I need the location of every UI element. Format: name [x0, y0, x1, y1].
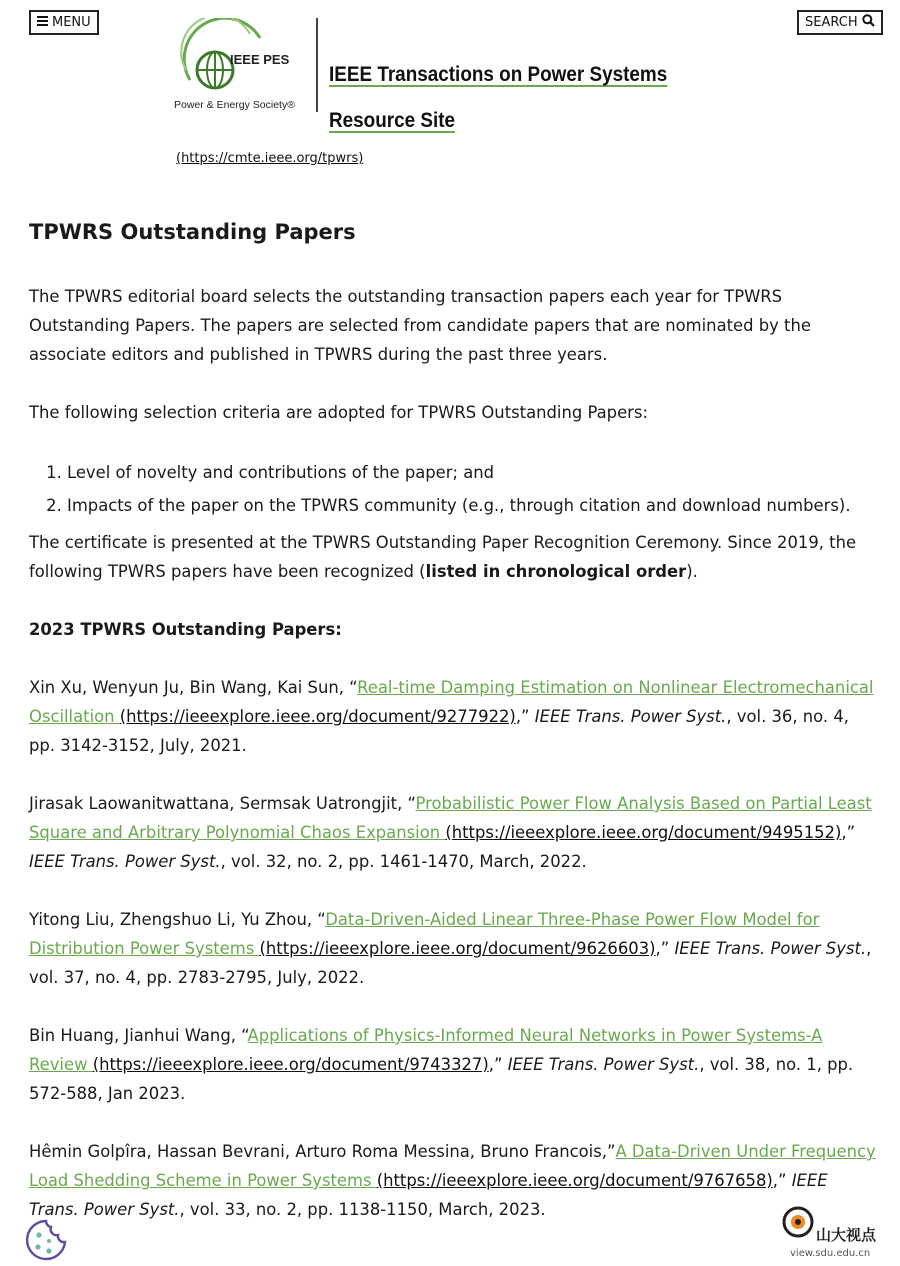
paper-entry: Hêmin Golpîra, Hassan Bevrani, Arturo Roma Messina, Bruno Francois,”A Data-Driven Under Frequency Load Shedding Scheme in Power Systems (https://ieeexplore.ieee.org/document/9767658),” IEEE Trans. Power Syst., vol. 33, no. 2, pp. 1138-1150, March, 2023. [29, 1142, 876, 1219]
paper-title-link[interactable]: Data-Driven-Aided Linear Three-Phase Power Flow Model for Distribution Power Systems [29, 910, 820, 958]
cookie-settings-button[interactable] [24, 1218, 68, 1262]
intro-paragraph: The TPWRS editorial board selects the outstanding transaction papers each year for TPWRS Outstanding Papers. The papers are selected from candidate papers that are nominated by the associate editors and published in TPWRS during the past three years. [29, 287, 811, 364]
search-label: SEARCH [805, 14, 858, 30]
paper-url-link[interactable]: (https://ieeexplore.ieee.org/document/9495152) [445, 823, 842, 842]
paper-title-link[interactable]: Real-time Damping Estimation on Nonlinear Electromechanical Oscillation [29, 678, 874, 726]
menu-label: MENU [52, 14, 91, 30]
article-content [29, 215, 879, 1253]
criteria-intro: The following selection criteria are adopted for TPWRS Outstanding Papers: [29, 403, 648, 422]
site-url-link[interactable]: (https://cmte.ieee.org/tpwrs) [176, 151, 364, 166]
paper-entry: Bin Huang, Jianhui Wang, “Applications of Physics-Informed Neural Networks in Power Systems-A Review (https://ieeexplore.ieee.org/document/9743327),” IEEE Trans. Power Syst., vol. 38, no. 1, pp. 572-588, Jan 2023. [29, 1026, 854, 1103]
paper-url-link[interactable]: (https://ieeexplore.ieee.org/document/9743327) [92, 1055, 489, 1074]
paper-entry: Yitong Liu, Zhengshuo Li, Yu Zhou, “Data-Driven-Aided Linear Three-Phase Power Flow Model for Distribution Power Systems (https://ieeexplore.ieee.org/document/9626603),” IEEE Trans. Power Syst., vol. 37, no. 4, pp. 2783-2795, July, 2022. [29, 910, 872, 987]
watermark-logo [778, 1198, 898, 1260]
search-icon [862, 14, 875, 32]
header-divider [316, 18, 318, 112]
hamburger-icon [37, 15, 48, 31]
cookie-icon [24, 1218, 68, 1262]
paper-title-link[interactable]: Probabilistic Power Flow Analysis Based on Partial Least Square and Arbitrary Polynomial Chaos Expansion [29, 794, 872, 842]
svg-text:view.sdu.edu.cn: view.sdu.edu.cn [790, 1248, 871, 1259]
section-heading: 2023 TPWRS Outstanding Papers: [29, 620, 342, 639]
svg-text:IEEE PES: IEEE PES [230, 52, 290, 67]
search-button[interactable] [797, 10, 883, 35]
ieee-pes-logo[interactable] [170, 18, 305, 116]
paper-title-link[interactable]: Applications of Physics-Informed Neural Networks in Power Systems-A Review [29, 1026, 823, 1074]
paper-title-link[interactable]: A Data-Driven Under Frequency Load Shedding Scheme in Power Systems [29, 1142, 876, 1190]
svg-text:Power & Energy Society®: Power & Energy Society® [174, 99, 295, 111]
criteria-list [29, 456, 879, 522]
list-item: 2. Impacts of the paper on the TPWRS community (e.g., through citation and download numbers). [67, 489, 879, 522]
page-title: TPWRS Outstanding Papers [29, 220, 356, 244]
paper-entry: Jirasak Laowanitwattana, Sermsak Uatrongjit, “Probabilistic Power Flow Analysis Based on Partial Least Square and Arbitrary Polynomial Chaos Expansion (https://ieeexplore.ieee.org/document/9495152),” IEEE Trans. Power Syst., vol. 32, no. 2, pp. 1461-1470, March, 2022. [29, 794, 872, 871]
site-title-link[interactable]: IEEE Transactions on Power Systems Resource Site [329, 63, 668, 132]
paper-url-link[interactable]: (https://ieeexplore.ieee.org/document/9277922) [119, 707, 516, 726]
list-item: 1. Level of novelty and contributions of the paper; and [67, 456, 879, 489]
chronological-note: listed in chronological order [425, 562, 687, 581]
menu-button[interactable] [29, 10, 99, 35]
paper-url-link[interactable]: (https://ieeexplore.ieee.org/document/9767658) [376, 1171, 773, 1190]
certificate-paragraph: The certificate is presented at the TPWRS Outstanding Paper Recognition Ceremony. Since 2019, the following TPWRS papers have been recognized (listed in chronological order). [29, 533, 857, 581]
paper-url-link[interactable]: (https://ieeexplore.ieee.org/document/9626603) [259, 939, 656, 958]
paper-entry: Xin Xu, Wenyun Ju, Bin Wang, Kai Sun, “Real-time Damping Estimation on Nonlinear Electromechanical Oscillation (https://ieeexplore.ieee.org/document/9277922),” IEEE Trans. Power Syst., vol. 36, no. 4, pp. 3142-3152, July, 2021. [29, 678, 874, 755]
svg-text:山大视点: 山大视点 [816, 1226, 877, 1244]
